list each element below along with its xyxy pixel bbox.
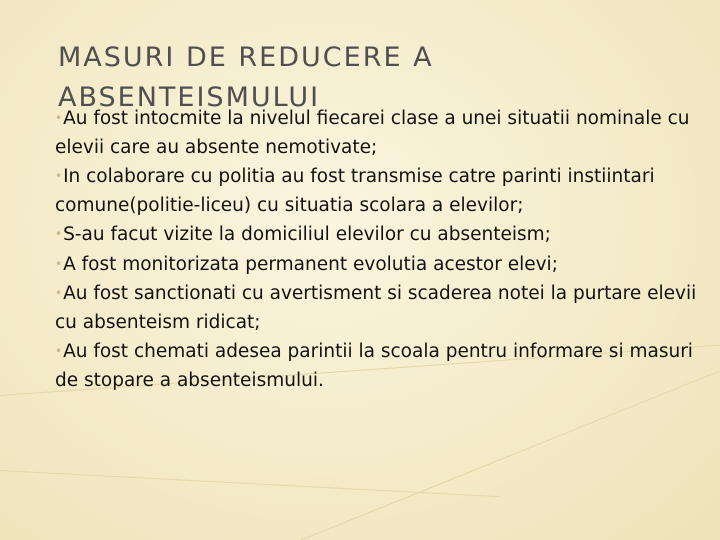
list-item-text: Au fost sanctionati cu avertisment si scaderea notei la purtare elevii cu absenteism ridicat; (55, 283, 697, 333)
list-item-text: Au fost intocmite la nivelul fiecarei clase a unei situatii nominale cu elevii care au absente nemotivate; (55, 108, 690, 158)
bullet-icon: • (55, 227, 63, 241)
bullet-icon: • (55, 169, 63, 183)
bullet-list (55, 104, 705, 395)
decorative-line (0, 470, 499, 497)
list-item (55, 250, 705, 280)
list-item-text: Au fost chemati adesea parintii la scoala pentru informare si masuri de stopare a absenteismului. (55, 341, 693, 391)
slide-title: MASURI DE REDUCERE A ABSENTEISMULUI (58, 42, 434, 113)
list-item (55, 162, 705, 220)
list-item (55, 104, 705, 162)
list-item (55, 220, 705, 250)
list-item-text: In colaborare cu politia au fost transmise catre parinti instiintari comune(politie-liceu) cu situatia scolara a elevilor; (55, 166, 655, 216)
bullet-icon: • (55, 344, 63, 358)
bullet-icon: • (55, 256, 63, 271)
list-item (55, 337, 705, 395)
bullet-icon: • (55, 111, 63, 125)
list-item-text: A fost monitorizata permanent evolutia acestor elevi; (63, 253, 558, 275)
list-item-text: S-au facut vizite la domiciliul elevilor cu absenteism; (63, 224, 551, 245)
bullet-icon: • (55, 286, 63, 300)
list-item (55, 279, 705, 337)
